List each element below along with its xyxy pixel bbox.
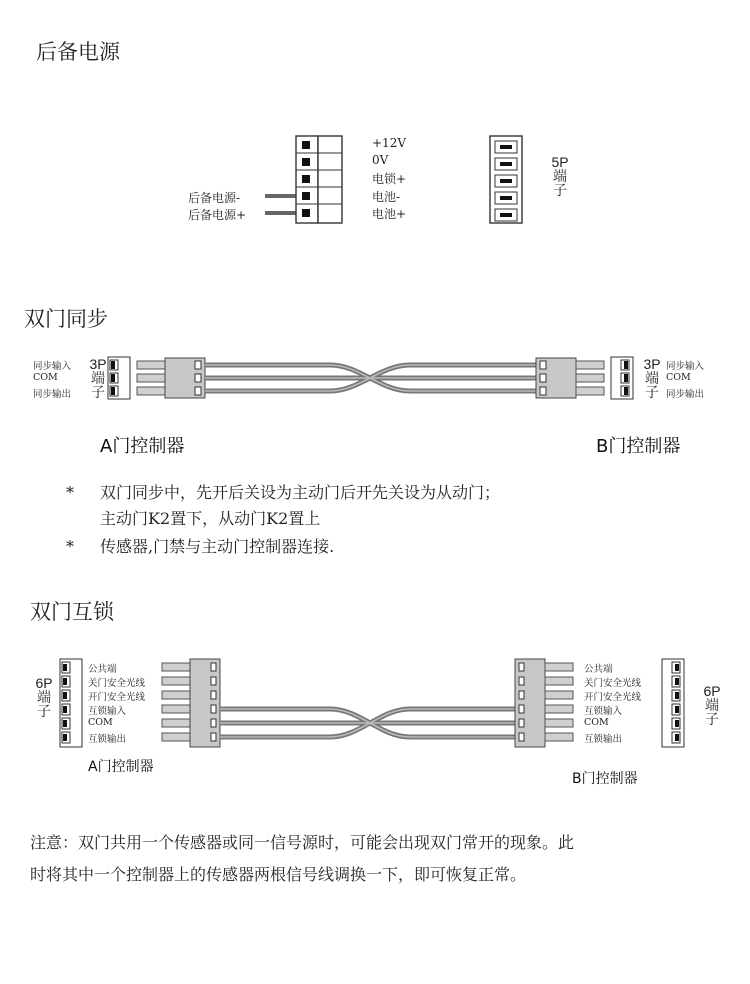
- sync-left-pin-label: COM: [33, 372, 58, 383]
- interlock-right-pin-label: 公共端: [584, 664, 613, 675]
- interlock-left-controller-label: A门控制器: [88, 759, 154, 775]
- interlock-left-pins: [162, 663, 190, 741]
- sync-left-pin-label: 同步输入: [33, 361, 72, 372]
- backup-pin-label: +12V: [372, 136, 406, 150]
- interlock-left-6p-terminal: [60, 659, 82, 747]
- backup-plus-label: 后备电源+: [188, 208, 247, 222]
- interlock-right-pin-label: COM: [584, 717, 609, 728]
- section-title-backup-power: 后备电源: [36, 40, 120, 64]
- sync-bullet-mark: *: [66, 537, 74, 556]
- interlock-left-pin-label: 互锁输出: [88, 734, 127, 745]
- interlock-left-connector: [190, 659, 220, 747]
- section-title-door-interlock: 双门互锁: [30, 600, 114, 624]
- sync-left-controller-label: A门控制器: [100, 436, 185, 457]
- interlock-right-controller-label: B门控制器: [572, 771, 638, 787]
- interlock-right-6p-terminal: [662, 659, 684, 747]
- sync-bullet-mark: *: [66, 483, 74, 502]
- backup-pin-label: 电池-: [372, 190, 401, 204]
- note-line-1: 注意：双门共用一个传感器或同一信号源时，可能会出现双门常开的现象。此: [30, 833, 575, 852]
- backup-5p-terminal-label: 5P 端 子: [551, 154, 569, 198]
- sync-right-terminal-label: 3P 端 子: [643, 356, 661, 400]
- interlock-right-terminal-label: 6P 端 子: [703, 683, 721, 727]
- sync-bullet-text: 双门同步中，先开后关设为主动门后开先关设为从动门；: [100, 483, 501, 502]
- interlock-right-pin-label: 关门安全光线: [584, 678, 642, 689]
- backup-pin-label: 电锁+: [372, 172, 407, 186]
- interlock-right-connector: [515, 659, 545, 747]
- backup-minus-label: 后备电源-: [188, 191, 241, 205]
- interlock-right-pin-label: 开门安全光线: [584, 692, 642, 703]
- section-title-door-sync: 双门同步: [24, 307, 108, 331]
- interlock-right-pin-label: 互锁输出: [584, 734, 623, 745]
- sync-left-terminal-label: 3P 端 子: [89, 356, 107, 400]
- note-line-2: 时将其中一个控制器上的传感器两根信号线调换一下，即可恢复正常。: [30, 865, 527, 884]
- backup-pin-label: 0V: [372, 153, 389, 167]
- interlock-left-pin-label: 互锁输入: [88, 706, 127, 717]
- sync-bullet-text: 主动门K2置下，从动门K2置上: [100, 509, 321, 528]
- sync-right-pin-label: 同步输出: [666, 389, 705, 400]
- interlock-left-pin-label: 公共端: [88, 664, 117, 675]
- sync-right-pin-label: COM: [666, 372, 691, 383]
- interlock-left-pin-label: COM: [88, 717, 113, 728]
- sync-left-pin-label: 同步输出: [33, 389, 72, 400]
- sync-right-controller-label: B门控制器: [596, 436, 681, 457]
- interlock-right-pins: [545, 663, 573, 741]
- interlock-left-terminal-label: 6P 端 子: [35, 675, 53, 719]
- interlock-left-pin-label: 关门安全光线: [88, 678, 146, 689]
- interlock-left-pin-label: 开门安全光线: [88, 692, 146, 703]
- sync-right-pin-label: 同步输入: [666, 361, 705, 372]
- backup-pin-label: 电池+: [372, 207, 407, 221]
- interlock-right-pin-label: 互锁输入: [584, 706, 623, 717]
- sync-bullet-text: 传感器,门禁与主动门控制器连接.: [100, 537, 335, 556]
